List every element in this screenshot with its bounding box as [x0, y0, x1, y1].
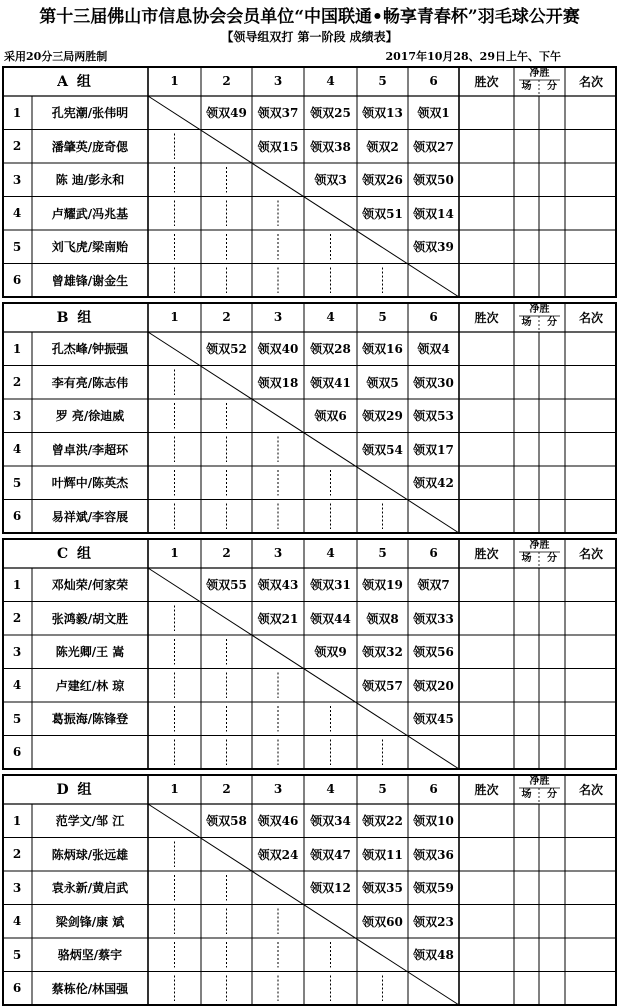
- net-wins-header: 净胜: [529, 776, 550, 787]
- net-games-subheader: 场: [521, 553, 532, 564]
- row-number: 5: [12, 475, 22, 490]
- match-code: 领双28: [310, 342, 351, 357]
- net-wins-header: 净胜: [529, 68, 550, 79]
- player-pair-name: 叶辉中/陈英杰: [51, 476, 129, 491]
- row-number: 2: [12, 611, 22, 626]
- match-code: 领双27: [413, 139, 454, 154]
- column-number-header: 5: [378, 546, 387, 560]
- net-games-subheader: 场: [521, 317, 532, 328]
- column-number-header: 1: [170, 74, 179, 88]
- match-code: 领双6: [314, 409, 347, 424]
- match-code: 领双20: [413, 678, 454, 693]
- player-pair-name: 陈光卿/王 嵩: [55, 645, 125, 660]
- row-number: 6: [12, 509, 22, 524]
- column-number-header: 3: [273, 74, 283, 88]
- player-pair-name: 李有亮/陈志伟: [51, 375, 129, 390]
- match-code: 领双15: [257, 139, 299, 154]
- column-number-header: 4: [326, 782, 335, 796]
- match-code: 领双36: [413, 847, 454, 862]
- column-number-header: 1: [170, 546, 179, 560]
- player-pair-name: 卢建红/林 琼: [55, 678, 125, 693]
- net-wins-header: 净胜: [529, 540, 550, 551]
- match-code: 领双30: [413, 375, 454, 390]
- column-number-header: 3: [273, 546, 283, 560]
- player-pair-name: 曾雄锋/谢金生: [51, 273, 129, 288]
- net-points-subheader: 分: [547, 81, 557, 92]
- player-pair-name: 孔杰峰/钟振强: [51, 342, 129, 357]
- match-code: 领双14: [413, 206, 454, 221]
- column-number-header: 4: [326, 310, 335, 324]
- row-number: 4: [12, 442, 22, 457]
- match-code: 领双56: [413, 645, 454, 660]
- match-code: 领双26: [362, 173, 403, 188]
- row-number: 6: [12, 981, 22, 996]
- match-code: 领双13: [362, 106, 403, 121]
- match-code: 领双22: [362, 814, 403, 829]
- player-pair-name: 陈炳球/张远雄: [51, 847, 129, 862]
- player-pair-name: 邓灿荣/何家荣: [51, 578, 129, 593]
- match-code: 领双12: [310, 881, 351, 896]
- match-code: 领双41: [310, 375, 351, 390]
- row-number: 5: [12, 239, 22, 254]
- match-code: 领双37: [257, 106, 299, 121]
- match-code: 领双53: [413, 409, 454, 424]
- column-number-header: 5: [378, 310, 387, 324]
- match-code: 领双10: [413, 814, 454, 829]
- match-code: 领双4: [417, 342, 450, 357]
- wins-header: 胜次: [474, 546, 499, 561]
- event-date: 2017年10月28、29日上午、下午: [385, 50, 561, 63]
- row-number: 3: [12, 880, 22, 895]
- match-code: 领双42: [413, 476, 454, 491]
- column-number-header: 5: [378, 782, 387, 796]
- row-number: 4: [12, 678, 22, 693]
- column-number-header: 3: [273, 782, 283, 796]
- match-code: 领双45: [413, 712, 454, 727]
- match-code: 领双39: [413, 240, 454, 255]
- match-code: 领双57: [362, 678, 403, 693]
- scoring-rule: 采用20分三局两胜制: [4, 50, 108, 63]
- match-code: 领双54: [362, 442, 403, 457]
- match-code: 领双2: [366, 139, 399, 154]
- row-number: 1: [12, 813, 22, 828]
- group-table: [2, 774, 617, 1006]
- match-code: 领双25: [310, 106, 351, 121]
- row-number: 2: [12, 847, 22, 862]
- match-code: 领双8: [366, 611, 399, 626]
- row-number: 1: [12, 577, 22, 592]
- player-pair-name: 易祥斌/李容展: [51, 509, 129, 524]
- match-code: 领双23: [413, 914, 454, 929]
- match-code: 领双31: [310, 578, 351, 593]
- match-code: 领双9: [314, 645, 347, 660]
- row-number: 2: [12, 375, 22, 390]
- match-code: 领双29: [362, 409, 403, 424]
- match-code: 领双55: [206, 578, 247, 593]
- row-number: 2: [12, 139, 22, 154]
- match-code: 领双44: [310, 611, 351, 626]
- row-number: 6: [12, 273, 22, 288]
- column-number-header: 4: [326, 546, 335, 560]
- match-code: 领双49: [206, 106, 247, 121]
- rank-header: 名次: [578, 782, 603, 797]
- match-code: 领双16: [362, 342, 403, 357]
- column-number-header: 6: [429, 782, 438, 796]
- row-number: 6: [12, 745, 22, 760]
- net-points-subheader: 分: [547, 553, 557, 564]
- player-pair-name: 卢耀武/冯兆基: [51, 206, 129, 221]
- column-number-header: 5: [378, 74, 387, 88]
- column-number-header: 4: [326, 74, 335, 88]
- match-code: 领双5: [366, 375, 399, 390]
- column-number-header: 6: [429, 310, 438, 324]
- column-number-header: 2: [222, 74, 231, 88]
- match-code: 领双33: [413, 611, 454, 626]
- row-number: 3: [12, 172, 22, 187]
- player-pair-name: 张鸿毅/胡文胜: [51, 611, 129, 626]
- row-number: 4: [12, 914, 22, 929]
- column-number-header: 2: [222, 310, 231, 324]
- wins-header: 胜次: [474, 782, 499, 797]
- player-pair-name: 梁剑锋/康 斌: [55, 914, 125, 929]
- match-code: 领双47: [310, 847, 351, 862]
- player-pair-name: 孔宪潮/张伟明: [51, 106, 129, 121]
- group-label: B 组: [56, 310, 94, 326]
- group-label: C 组: [56, 546, 94, 562]
- group-table: [2, 538, 617, 770]
- match-code: 领双40: [257, 342, 299, 357]
- column-number-header: 6: [429, 74, 438, 88]
- row-number: 3: [12, 644, 22, 659]
- row-number: 5: [12, 947, 22, 962]
- group-table: [2, 66, 617, 298]
- net-games-subheader: 场: [521, 789, 532, 800]
- match-code: 领双58: [206, 814, 247, 829]
- match-code: 领双17: [413, 442, 454, 457]
- page-title: 第十三届佛山市信息协会会员单位“中国联通•畅享青春杯”羽毛球公开赛: [39, 7, 580, 27]
- net-points-subheader: 分: [547, 789, 557, 800]
- match-code: 领双59: [413, 881, 454, 896]
- rank-header: 名次: [578, 310, 603, 325]
- net-points-subheader: 分: [547, 317, 557, 328]
- match-code: 领双11: [362, 847, 403, 862]
- match-code: 领双19: [362, 578, 403, 593]
- match-code: 领双38: [310, 139, 351, 154]
- column-number-header: 3: [273, 310, 283, 324]
- match-code: 领双18: [257, 375, 299, 390]
- row-number: 5: [12, 711, 22, 726]
- page-subtitle: 【领导组双打 第一阶段 成绩表】: [221, 30, 398, 44]
- match-code: 领双35: [362, 881, 403, 896]
- match-code: 领双1: [417, 106, 450, 121]
- player-pair-name: 潘肇英/庞奇偲: [51, 139, 129, 154]
- match-code: 领双21: [257, 611, 299, 626]
- wins-header: 胜次: [474, 310, 499, 325]
- rank-header: 名次: [578, 546, 603, 561]
- player-pair-name: 陈 迪/彭永和: [55, 173, 125, 188]
- row-number: 1: [12, 105, 22, 120]
- player-pair-name: 袁永新/黄启武: [51, 881, 129, 896]
- match-code: 领双60: [362, 914, 403, 929]
- match-code: 领双51: [362, 206, 403, 221]
- player-pair-name: 葛振海/陈锋登: [51, 712, 129, 727]
- group-label: A 组: [57, 74, 93, 90]
- match-code: 领双3: [314, 173, 347, 188]
- net-games-subheader: 场: [521, 81, 532, 92]
- match-code: 领双7: [417, 578, 450, 593]
- column-number-header: 2: [222, 546, 231, 560]
- player-pair-name: 罗 亮/徐迪威: [55, 409, 125, 424]
- rank-header: 名次: [578, 74, 603, 89]
- match-code: 领双46: [257, 814, 299, 829]
- group-table: [2, 302, 617, 534]
- match-code: 领双43: [257, 578, 299, 593]
- match-code: 领双50: [413, 173, 454, 188]
- column-number-header: 1: [170, 310, 179, 324]
- match-code: 领双32: [362, 645, 403, 660]
- column-number-header: 6: [429, 546, 438, 560]
- match-code: 领双52: [206, 342, 247, 357]
- row-number: 4: [12, 206, 22, 221]
- match-code: 领双24: [257, 847, 299, 862]
- column-number-header: 1: [170, 782, 179, 796]
- player-pair-name: 蔡栋伦/林国强: [51, 981, 129, 996]
- group-label: D 组: [56, 782, 94, 798]
- player-pair-name: 骆炳坚/蔡宇: [57, 948, 123, 963]
- row-number: 3: [12, 408, 22, 423]
- player-pair-name: 刘飞虎/梁南贻: [51, 240, 129, 255]
- net-wins-header: 净胜: [529, 304, 550, 315]
- player-pair-name: 范学文/邹 江: [55, 814, 125, 829]
- wins-header: 胜次: [474, 74, 499, 89]
- player-pair-name: 曾卓洪/李超环: [51, 442, 129, 457]
- match-code: 领双34: [310, 814, 351, 829]
- column-number-header: 2: [222, 782, 231, 796]
- player-pair-name: [32, 736, 148, 770]
- row-number: 1: [12, 341, 22, 356]
- match-code: 领双48: [413, 948, 454, 963]
